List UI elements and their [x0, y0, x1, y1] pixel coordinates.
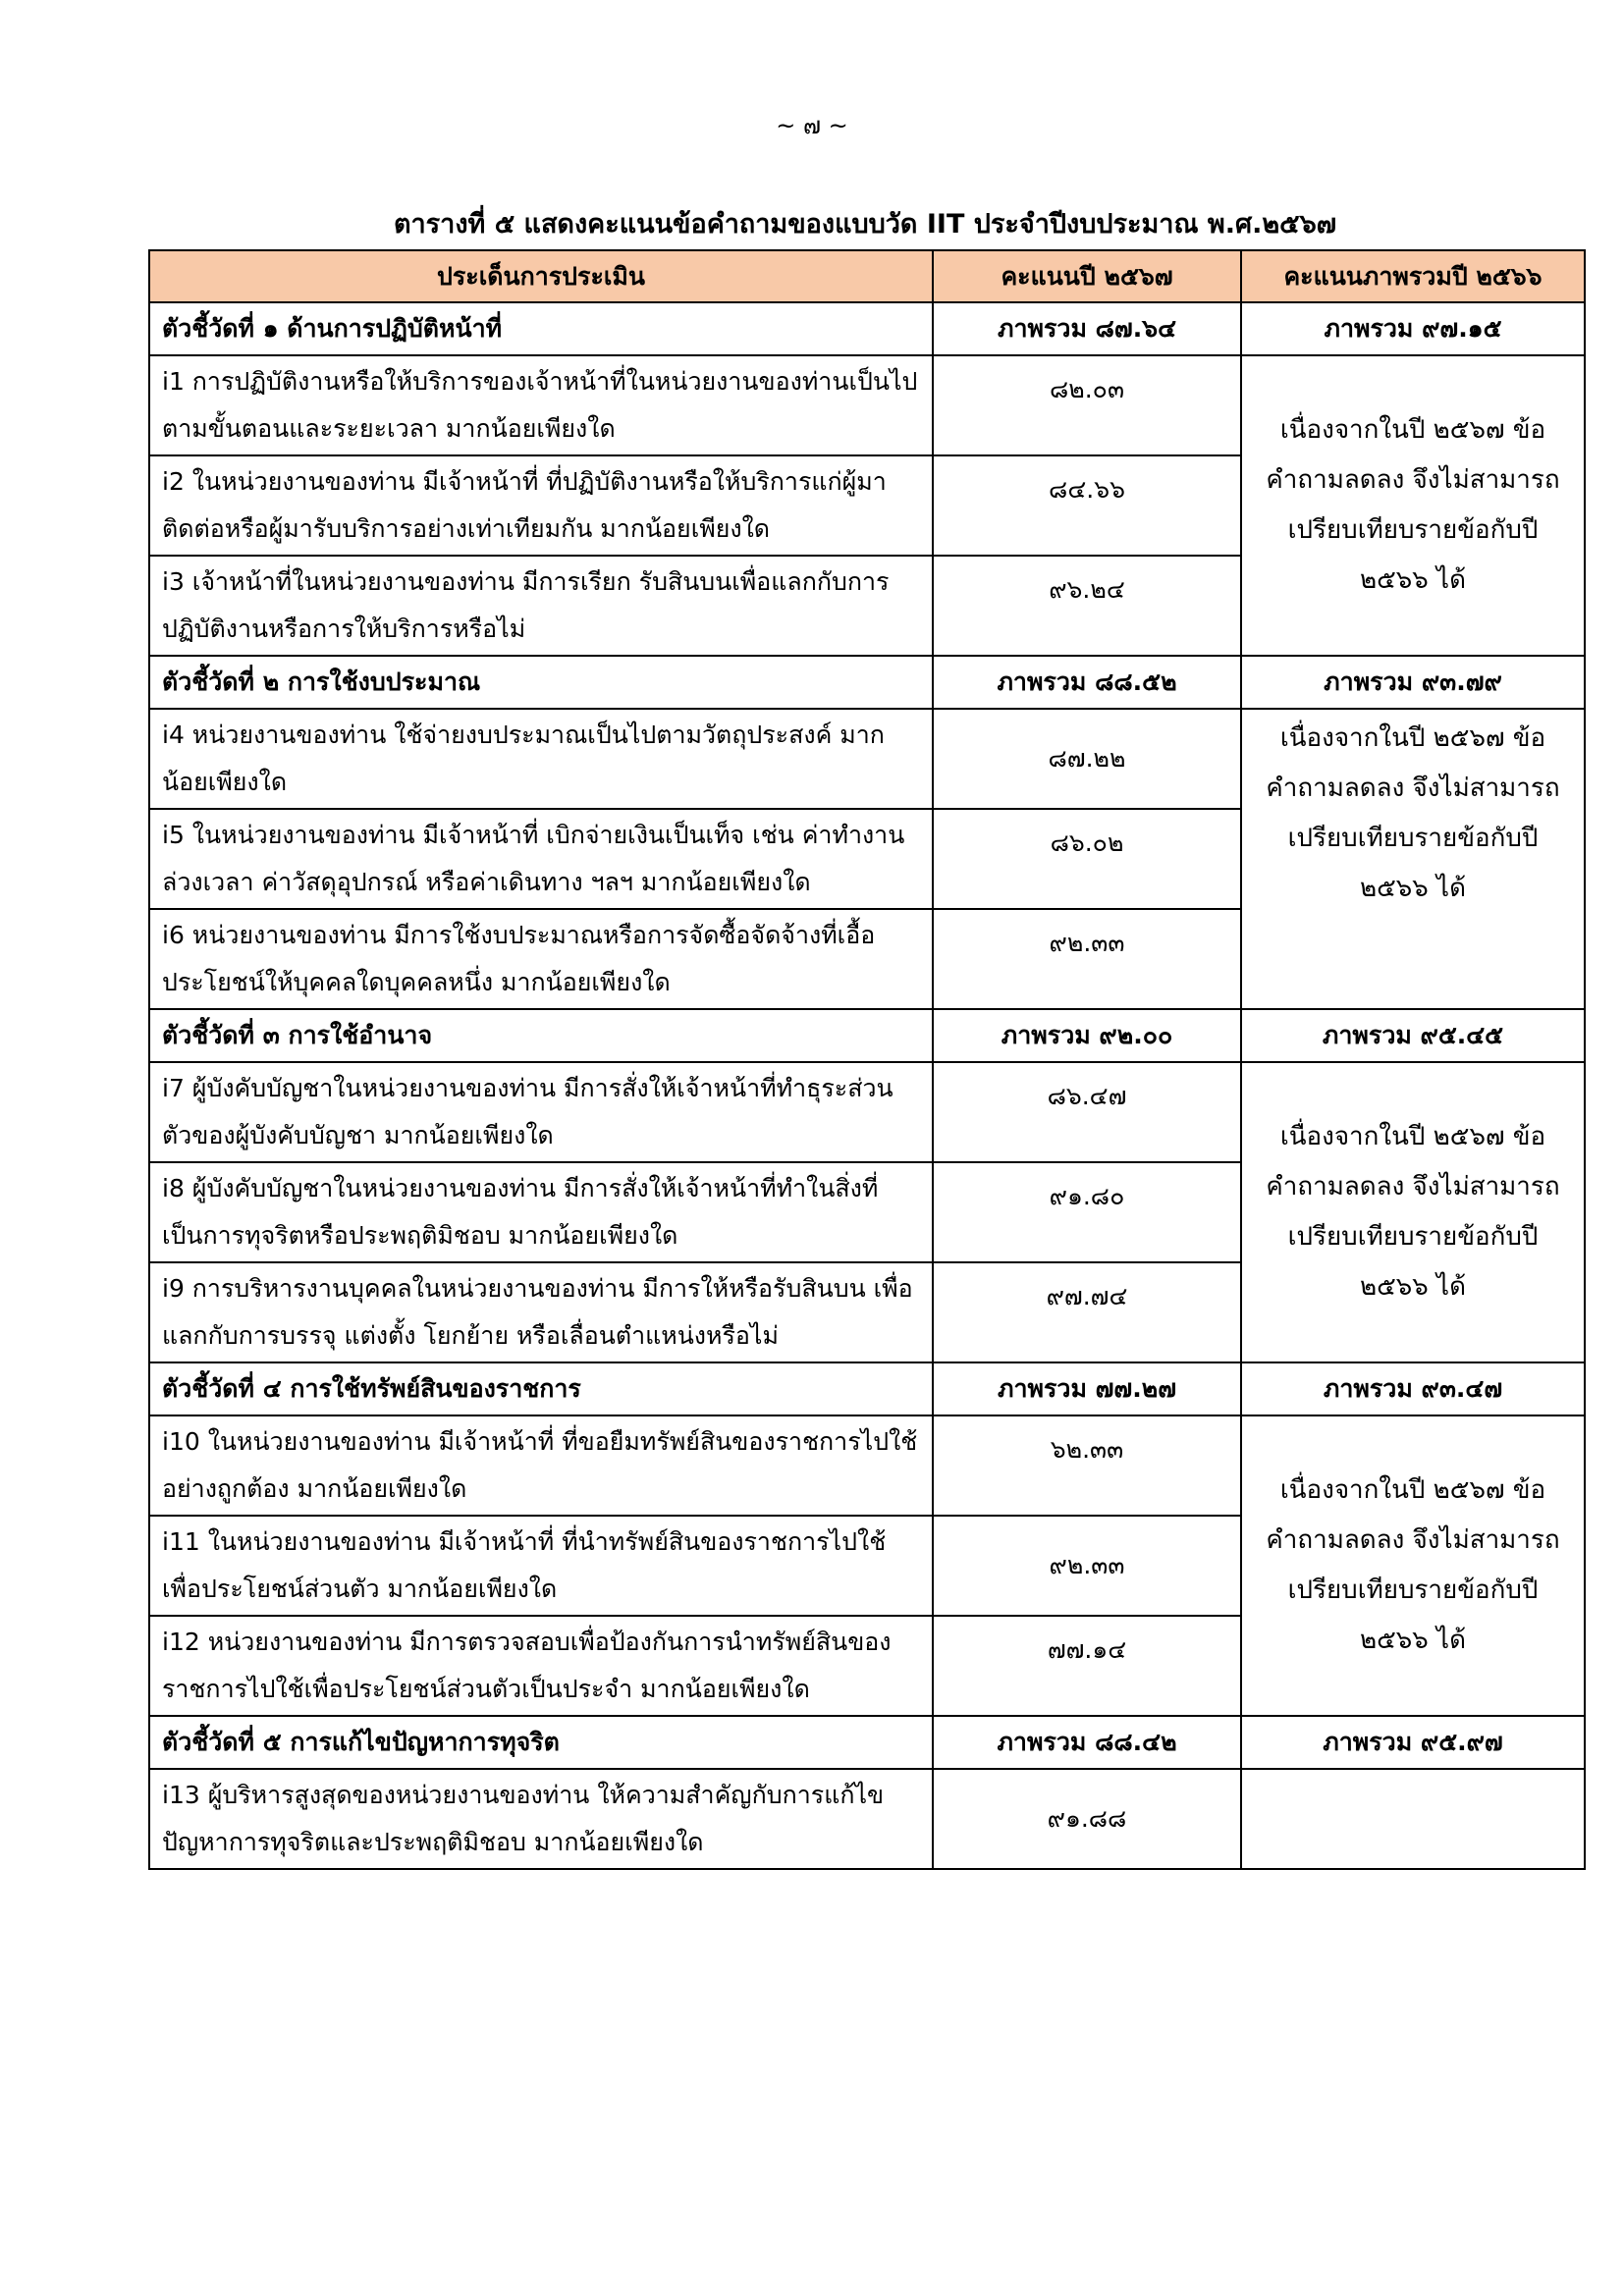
indicator-score-2567: ภาพรวม ๙๒.๐๐ — [933, 1009, 1241, 1062]
indicator-title: ตัวชี้วัดที่ ๒ การใช้งบประมาณ — [149, 656, 933, 709]
table-row — [149, 1062, 1585, 1162]
table-row — [149, 709, 1585, 809]
page-number: ~ ๗ ~ — [776, 112, 848, 139]
question-text: i3 เจ้าหน้าที่ในหน่วยงานของท่าน มีการเรียก รับสินบนเพื่อแลกกับการปฏิบัติงานหรือการให้บริการหรือไม่ — [149, 556, 933, 656]
question-score: ๘๖.๐๒ — [933, 809, 1241, 909]
question-score: ๘๒.๐๓ — [933, 355, 1241, 455]
question-text: i1 การปฏิบัติงานหรือให้บริการของเจ้าหน้าที่ในหน่วยงานของท่านเป็นไปตามขั้นตอนและระยะเวลา มากน้อยเพียงใด — [149, 355, 933, 455]
indicator-title: ตัวชี้วัดที่ ๔ การใช้ทรัพย์สินของราชการ — [149, 1362, 933, 1415]
question-text: i11 ในหน่วยงานของท่าน มีเจ้าหน้าที่ ที่นำทรัพย์สินของราชการไปใช้เพื่อประโยชน์ส่วนตัว มากน้อยเพียงใด — [149, 1516, 933, 1616]
header-score-2567: คะแนนปี ๒๕๖๗ — [933, 250, 1241, 302]
question-text: i4 หน่วยงานของท่าน ใช้จ่ายงบประมาณเป็นไปตามวัตถุประสงค์ มากน้อยเพียงใด — [149, 709, 933, 809]
indicator-score-2567: ภาพรวม ๘๗.๖๔ — [933, 302, 1241, 355]
question-text: i2 ในหน่วยงานของท่าน มีเจ้าหน้าที่ ที่ปฏิบัติงานหรือให้บริการแก่ผู้มาติดต่อหรือผู้มารับบริการอย่างเท่าเทียมกัน มากน้อยเพียงใด — [149, 455, 933, 556]
indicator-title: ตัวชี้วัดที่ ๓ การใช้อำนาจ — [149, 1009, 933, 1062]
question-text: i12 หน่วยงานของท่าน มีการตรวจสอบเพื่อป้องกันการนำทรัพย์สินของราชการไปใช้เพื่อประโยชน์ส่วนตัวเป็นประจำ มากน้อยเพียงใด — [149, 1616, 933, 1716]
header-score-2566: คะแนนภาพรวมปี ๒๕๖๖ — [1241, 250, 1585, 302]
question-score: ๘๔.๖๖ — [933, 455, 1241, 556]
question-text: i13 ผู้บริหารสูงสุดของหน่วยงานของท่าน ให้ความสำคัญกับการแก้ไขปัญหาการทุจริตและประพฤติมิชอบ มากน้อยเพียงใด — [149, 1769, 933, 1869]
indicator-score-2567: ภาพรวม ๗๗.๒๗ — [933, 1362, 1241, 1415]
question-text: i7 ผู้บังคับบัญชาในหน่วยงานของท่าน มีการสั่งให้เจ้าหน้าที่ทำธุระส่วนตัวของผู้บังคับบัญชา มากน้อยเพียงใด — [149, 1062, 933, 1162]
indicator-row — [149, 1362, 1585, 1415]
question-text: i8 ผู้บังคับบัญชาในหน่วยงานของท่าน มีการสั่งให้เจ้าหน้าที่ทำในสิ่งที่เป็นการทุจริตหรือประพฤติมิชอบ มากน้อยเพียงใด — [149, 1162, 933, 1262]
header-issue: ประเด็นการประเมิน — [149, 250, 933, 302]
question-score: ๖๒.๓๓ — [933, 1415, 1241, 1516]
indicator-row — [149, 656, 1585, 709]
table-row — [149, 355, 1585, 455]
indicator-row — [149, 1716, 1585, 1769]
table-header-row — [149, 250, 1585, 302]
question-score: ๘๗.๒๒ — [933, 709, 1241, 809]
question-score: ๙๒.๓๓ — [933, 1516, 1241, 1616]
indicator-score-2566: ภาพรวม ๙๗.๑๕ — [1241, 302, 1585, 355]
question-score: ๘๖.๔๗ — [933, 1062, 1241, 1162]
indicator-row — [149, 1009, 1585, 1062]
score-table — [148, 249, 1586, 1870]
comparison-note: เนื่องจากในปี ๒๕๖๗ ข้อคำถามลดลง จึงไม่สามารถเปรียบเทียบรายข้อกับปี ๒๕๖๖ ได้ — [1241, 1062, 1585, 1362]
question-text: i10 ในหน่วยงานของท่าน มีเจ้าหน้าที่ ที่ขอยืมทรัพย์สินของราชการไปใช้อย่างถูกต้อง มากน้อยเพียงใด — [149, 1415, 933, 1516]
indicator-score-2566: ภาพรวม ๙๓.๔๗ — [1241, 1362, 1585, 1415]
comparison-note: เนื่องจากในปี ๒๕๖๗ ข้อคำถามลดลง จึงไม่สามารถเปรียบเทียบรายข้อกับปี ๒๕๖๖ ได้ — [1241, 709, 1585, 1009]
indicator-row — [149, 302, 1585, 355]
question-score: ๗๗.๑๔ — [933, 1616, 1241, 1716]
empty-comparison-cell — [1241, 1769, 1585, 1869]
question-text: i9 การบริหารงานบุคคลในหน่วยงานของท่าน มีการให้หรือรับสินบน เพื่อแลกกับการบรรจุ แต่งตั้ง โยกย้าย หรือเลื่อนตำแหน่งหรือไม่ — [149, 1262, 933, 1362]
question-text: i5 ในหน่วยงานของท่าน มีเจ้าหน้าที่ เบิกจ่ายเงินเป็นเท็จ เช่น ค่าทำงานล่วงเวลา ค่าวัสดุอุปกรณ์ หรือค่าเดินทาง ฯลฯ มากน้อยเพียงใด — [149, 809, 933, 909]
comparison-note: เนื่องจากในปี ๒๕๖๗ ข้อคำถามลดลง จึงไม่สามารถเปรียบเทียบรายข้อกับปี ๒๕๖๖ ได้ — [1241, 355, 1585, 656]
table-row — [149, 1769, 1585, 1869]
question-score: ๙๑.๘๐ — [933, 1162, 1241, 1262]
question-score: ๙๑.๘๘ — [933, 1769, 1241, 1869]
question-score: ๙๗.๗๔ — [933, 1262, 1241, 1362]
indicator-score-2566: ภาพรวม ๙๓.๗๙ — [1241, 656, 1585, 709]
indicator-score-2566: ภาพรวม ๙๕.๔๕ — [1241, 1009, 1585, 1062]
comparison-note: เนื่องจากในปี ๒๕๖๗ ข้อคำถามลดลง จึงไม่สามารถเปรียบเทียบรายข้อกับปี ๒๕๖๖ ได้ — [1241, 1415, 1585, 1716]
question-text: i6 หน่วยงานของท่าน มีการใช้งบประมาณหรือการจัดซื้อจัดจ้างที่เอื้อประโยชน์ให้บุคคลใดบุคคลหนึ่ง มากน้อยเพียงใด — [149, 909, 933, 1009]
table-row — [149, 1415, 1585, 1516]
question-score: ๙๖.๒๔ — [933, 556, 1241, 656]
indicator-title: ตัวชี้วัดที่ ๕ การแก้ไขปัญหาการทุจริต — [149, 1716, 933, 1769]
indicator-score-2566: ภาพรวม ๙๕.๙๗ — [1241, 1716, 1585, 1769]
table-caption: ตารางที่ ๕ แสดงคะแนนข้อคำถามของแบบวัด IIT ประจำปีงบประมาณ พ.ศ.๒๕๖๗ — [393, 209, 1337, 240]
indicator-title: ตัวชี้วัดที่ ๑ ด้านการปฏิบัติหน้าที่ — [149, 302, 933, 355]
indicator-score-2567: ภาพรวม ๘๘.๕๒ — [933, 656, 1241, 709]
question-score: ๙๒.๓๓ — [933, 909, 1241, 1009]
indicator-score-2567: ภาพรวม ๘๘.๔๒ — [933, 1716, 1241, 1769]
